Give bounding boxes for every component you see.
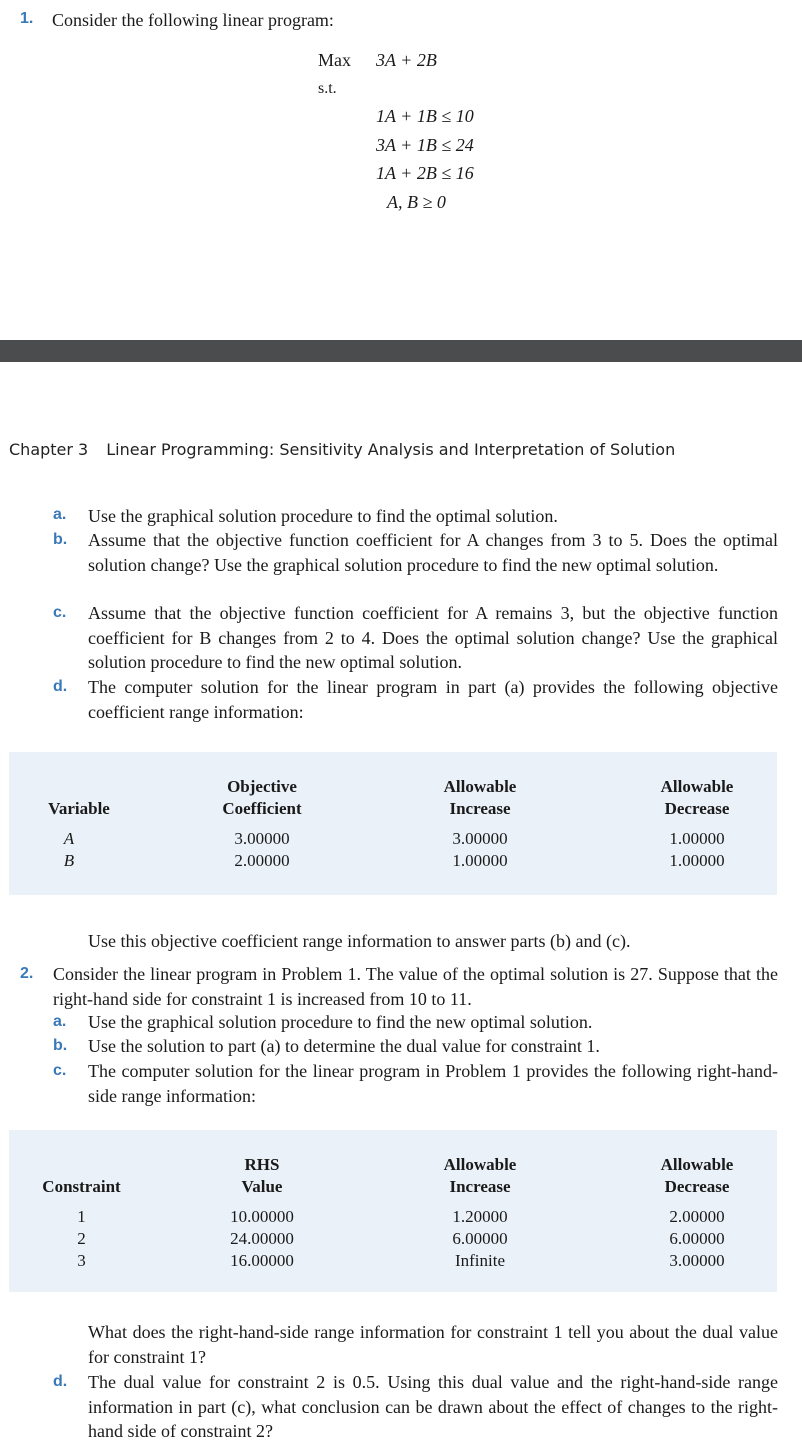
constraint-3: 1A + 2B ≤ 16 [376,163,474,183]
part-1a-label: a. [53,506,67,523]
header-increase-line2: Increase [449,1177,511,1196]
problem-2-intro: Consider the linear program in Problem 1. The value of the optimal solution is 27. Suppose that the right-hand side for constraint 1 is increased from 10 to 11. [53,964,778,1009]
problem-1-number: 1. [20,10,34,27]
table-cell-decrease: 1.00000 [669,851,725,870]
table-cell-increase: 3.00000 [452,829,508,848]
chapter-header [9,440,675,459]
part-2d-text: The dual value for constraint 2 is 0.5. Using this dual value and the right-hand-side range information in part (c), what conclusion can be drawn about the effect of changes to the right-hand side of constraint 2? [88,1372,778,1441]
header-objective-line2: Coefficient [222,799,302,818]
part-2b-label: b. [53,1037,68,1054]
table-cell-increase: 1.00000 [452,851,508,870]
table-cell-increase: 6.00000 [452,1229,508,1248]
table-cell-constraint: 1 [77,1207,86,1226]
table-cell-increase: 1.20000 [452,1207,508,1226]
table-cell-decrease: 2.00000 [669,1207,725,1226]
table-cell-decrease: 1.00000 [669,829,725,848]
table-cell-increase: Infinite [454,1251,506,1270]
header-decrease-line1: Allowable [660,777,734,796]
page-divider [0,340,802,362]
part-1c-label: c. [53,604,67,621]
part-1b-label: b. [53,531,68,548]
table-cell-decrease: 6.00000 [669,1229,725,1248]
part-2d-label: d. [53,1373,68,1390]
objective-range-table [9,752,777,895]
table-cell-rhs: 10.00000 [230,1207,294,1226]
part-2a-label: a. [53,1013,67,1030]
header-decrease-line2: Decrease [664,1177,730,1196]
table-cell-rhs: 16.00000 [230,1251,294,1270]
problem-1-intro: Consider the following linear program: [52,10,334,30]
header-increase-line2: Increase [449,799,511,818]
part-1d-text: The computer solution for the linear program in part (a) provides the following objective coefficient range information: [88,677,778,722]
table-cell-coefficient: 3.00000 [234,829,290,848]
header-increase-line1: Allowable [443,1155,517,1174]
part-2b-text: Use the solution to part (a) to determine the dual value for constraint 1. [88,1036,600,1056]
objective-label: Max [318,50,351,70]
table-cell-decrease: 3.00000 [669,1251,725,1270]
header-increase-line1: Allowable [443,777,517,796]
nonnegativity-constraint: A, B ≥ 0 [387,192,446,212]
constraint-1: 1A + 1B ≤ 10 [376,106,474,126]
table-cell-variable: B [63,851,75,870]
table-cell-coefficient: 2.00000 [234,851,290,870]
table-cell-variable: A [63,829,75,848]
table-cell-constraint: 2 [77,1229,86,1248]
part-1a-text: Use the graphical solution procedure to find the optimal solution. [88,506,558,526]
header-decrease-line2: Decrease [664,799,730,818]
part-2c-label: c. [53,1062,67,1079]
constraint-2: 3A + 1B ≤ 24 [376,135,474,155]
after-table-1-text: Use this objective coefficient range information to answer parts (b) and (c). [88,931,631,951]
rhs-range-table [9,1130,777,1292]
header-decrease-line1: Allowable [660,1155,734,1174]
chapter-number: Chapter 3 [9,440,89,459]
part-1c-text: Assume that the objective function coefficient for A remains 3, but the objective function coefficient for B changes from 2 to 4. Does the optimal solution change? Use the graphical solution procedure to find the new optimal solution. [88,603,778,672]
part-2a-text: Use the graphical solution procedure to find the new optimal solution. [88,1012,593,1032]
table-cell-rhs: 24.00000 [230,1229,294,1248]
objective-expression: 3A + 2B [376,50,437,70]
header-constraint: Constraint [42,1177,121,1196]
header-rhs-line1: RHS [244,1155,280,1174]
subject-to-label: s.t. [318,80,337,97]
header-variable: Variable [48,799,110,818]
part-1d-label: d. [53,678,68,695]
header-rhs-line2: Value [241,1177,283,1196]
part-2c-text: The computer solution for the linear program in Problem 1 provides the following right-hand-side range information: [88,1061,778,1106]
problem-2-number: 2. [20,965,34,982]
table-cell-constraint: 3 [77,1251,86,1270]
header-objective-line1: Objective [227,777,297,796]
part-1b-text: Assume that the objective function coefficient for A changes from 3 to 5. Does the optimal solution change? Use the graphical solution procedure to find the new optimal solution. [88,530,778,575]
chapter-title: Linear Programming: Sensitivity Analysis and Interpretation of Solution [106,440,676,459]
after-table-2-text: What does the right-hand-side range information for constraint 1 tell you about the dual value for constraint 1? [88,1322,778,1367]
